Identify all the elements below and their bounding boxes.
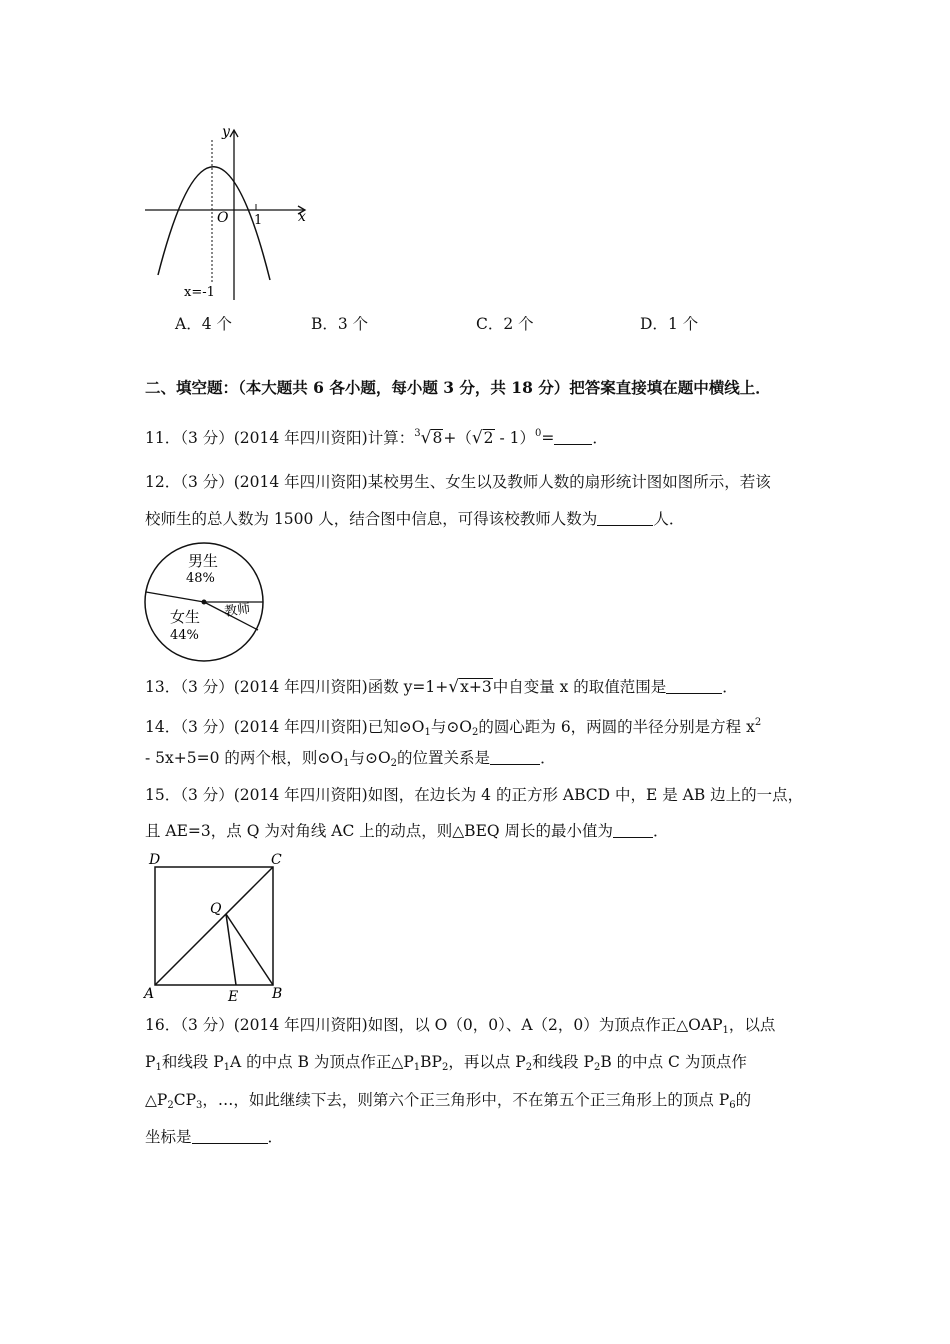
pie-girls-pct: 44%	[170, 628, 199, 643]
q13-radicand: x+3	[460, 678, 492, 696]
option-b-letter: B．	[311, 315, 338, 333]
option-b-text: 3 个	[337, 315, 369, 333]
q14-sub-1: 1	[424, 727, 431, 738]
q12-line2-b: 人．	[653, 510, 685, 528]
q16-l2-d: BP	[420, 1053, 442, 1071]
q16-l1-b: ，以点	[728, 1016, 776, 1034]
q15-answer-blank[interactable]	[613, 823, 653, 838]
origin-label: O	[217, 210, 229, 226]
q14-l2-c: 的位置关系是	[397, 749, 491, 767]
label-q: Q	[210, 901, 222, 917]
q16-l2-sub-b: 1	[223, 1062, 231, 1073]
q14-l2-sub-1: 1	[343, 758, 350, 769]
q14-l2-b: 与⊙O	[349, 749, 391, 767]
q14-end: ．	[540, 749, 556, 767]
q12-line2-a: 校师生的总人数为 1500 人，结合图中信息，可得该校教师人数为	[145, 510, 598, 528]
question-14-line-2	[145, 748, 556, 774]
q16-l3-sub-a: 2	[167, 1100, 174, 1111]
x-label: x	[298, 209, 306, 225]
q11-tail: - 1）	[494, 429, 535, 447]
q14-l1-b: 与⊙O	[430, 718, 473, 736]
q15-end: ．	[653, 822, 669, 840]
option-c	[476, 312, 534, 334]
q16-l2-f: 和线段 P	[532, 1053, 594, 1071]
question-14-line-1	[145, 713, 761, 743]
option-d	[640, 312, 698, 334]
q11-sqrt-radicand: 2	[483, 429, 494, 447]
q14-l1-c: 的圆心距为 6，两圆的半径分别是方程 x	[478, 718, 755, 736]
q16-l3-sub-c: 6	[729, 1100, 736, 1111]
parabola-figure	[140, 120, 320, 305]
pie-center	[202, 600, 207, 605]
question-11: 11．（3 分）(2014 年四川资阳)计算：$^3$√8+（√2 - 1）$^0$= ．	[145, 428, 608, 448]
segment-qb	[226, 914, 273, 985]
pie-figure	[140, 542, 270, 670]
q12-answer-blank[interactable]	[597, 511, 653, 526]
option-d-text: 1 个	[667, 315, 699, 333]
q16-l2-g: B 的中点 C 为顶点作	[600, 1053, 747, 1071]
question-16-line-1	[145, 1015, 775, 1041]
label-e: E	[228, 989, 239, 1005]
q14-sub-2: 2	[472, 727, 479, 738]
q14-l2-a: - 5x+5=0 的两个根，则⊙O	[145, 749, 344, 767]
q16-l2-a: P	[145, 1053, 156, 1071]
q11-root-radicand: 8	[432, 429, 443, 447]
q13-suffix: 中自变量 x 的取值范围是	[492, 678, 667, 696]
segment-qe	[226, 914, 236, 985]
option-a-letter: A．	[175, 315, 202, 333]
section-title: 二、填空题：（本大题共 6 各小题，每小题 3 分，共 18 分）把答案直接填在题中横线上．	[145, 378, 771, 397]
option-c-text: 2 个	[503, 315, 534, 333]
q13-answer-blank[interactable]	[666, 679, 722, 694]
q16-l2-sub-f: 2	[593, 1062, 601, 1073]
label-a: A	[144, 986, 155, 1002]
q16-answer-blank[interactable]	[192, 1129, 268, 1144]
q16-l2-c: A 的中点 B 为顶点作正△P	[230, 1053, 414, 1071]
option-d-letter: D．	[640, 315, 668, 333]
pie-boys-label: 男生	[188, 552, 219, 570]
question-15-line-2	[145, 821, 669, 841]
q16-l1-a: 16．（3 分）(2014 年四川资阳)如图，以 O（0，0）、A（2，0）为顶点作正△OAP	[145, 1016, 723, 1034]
pie-girls-label: 女生	[170, 608, 201, 626]
q11-root-index: 3	[414, 428, 421, 439]
q15-line2: 且 AE=3，点 Q 为对角线 AC 上的动点，则△BEQ 周长的最小值为	[145, 822, 614, 840]
q11-eq: =	[541, 429, 555, 447]
q16-l3-c: ，…，如此继续下去，则第六个正三角形中，不在第五个正三角形上的顶点 P	[202, 1091, 730, 1109]
pie-divider-left	[146, 592, 204, 602]
question-12-line-1: 12．（3 分）(2014 年四川资阳)某校男生、女生以及教师人数的扇形统计图如图所示，若该	[145, 473, 771, 491]
q16-l2-sub-c: 1	[413, 1062, 421, 1073]
square-figure	[140, 850, 300, 1008]
question-16-line-4	[145, 1127, 283, 1147]
q16-l3-sub-b: 3	[196, 1100, 203, 1111]
q16-l2-sub-d: 2	[441, 1062, 449, 1073]
q11-prefix: 11．（3 分）(2014 年四川资阳)计算：	[145, 429, 415, 447]
q11-end: ．	[592, 429, 608, 447]
q16-l2-b: 和线段 P	[161, 1053, 224, 1071]
pie-boys-pct: 48%	[186, 571, 215, 586]
q11-mid: +（	[443, 429, 472, 447]
q16-l1-sub: 1	[722, 1025, 729, 1036]
question-12-line-2	[145, 509, 684, 529]
option-a-text: 4 个	[201, 315, 232, 333]
q13-end: ．	[722, 678, 738, 696]
q13-prefix: 13．（3 分）(2014 年四川资阳)函数 y=1+	[145, 678, 449, 696]
y-label: y	[222, 124, 230, 140]
option-b	[311, 312, 368, 334]
q14-answer-blank[interactable]	[490, 750, 540, 765]
q16-l4-end: ．	[267, 1128, 284, 1146]
q11-power: 0	[535, 428, 542, 439]
q16-l2-sub-e: 2	[525, 1062, 533, 1073]
label-d: D	[149, 852, 161, 868]
label-c: C	[271, 852, 282, 868]
q11-answer-blank[interactable]	[554, 430, 592, 445]
q16-l3-b: CP	[173, 1091, 197, 1109]
q16-l2-sub-a: 1	[155, 1062, 162, 1073]
option-c-letter: C．	[476, 315, 504, 333]
q14-sup: 2	[754, 717, 762, 728]
q14-l1-a: 14．（3 分）(2014 年四川资阳)已知⊙O	[145, 718, 425, 736]
q14-l2-sub-2: 2	[390, 758, 398, 769]
q16-l3-d: 的	[735, 1091, 752, 1109]
question-16-line-3	[145, 1090, 751, 1116]
diagonal-ac	[155, 867, 273, 985]
question-15-line-1: 15．（3 分）(2014 年四川资阳)如图，在边长为 4 的正方形 ABCD 中，E 是 AB 边上的一点，	[145, 786, 804, 804]
option-a	[175, 312, 232, 334]
label-b: B	[272, 986, 283, 1002]
one-label: 1	[254, 213, 263, 228]
q16-l2-e: ，再以点 P	[448, 1053, 526, 1071]
q16-l4-a: 坐标是	[145, 1128, 192, 1146]
q16-l3-a: △P	[145, 1091, 168, 1109]
axis-label: x=-1	[184, 285, 215, 300]
question-16-line-2	[145, 1052, 747, 1078]
pie-teachers-label: 教师	[223, 601, 252, 620]
question-13: 13．（3 分）(2014 年四川资阳)函数 y=1+√x+3中自变量 x 的取值范围是 ．	[145, 677, 738, 697]
